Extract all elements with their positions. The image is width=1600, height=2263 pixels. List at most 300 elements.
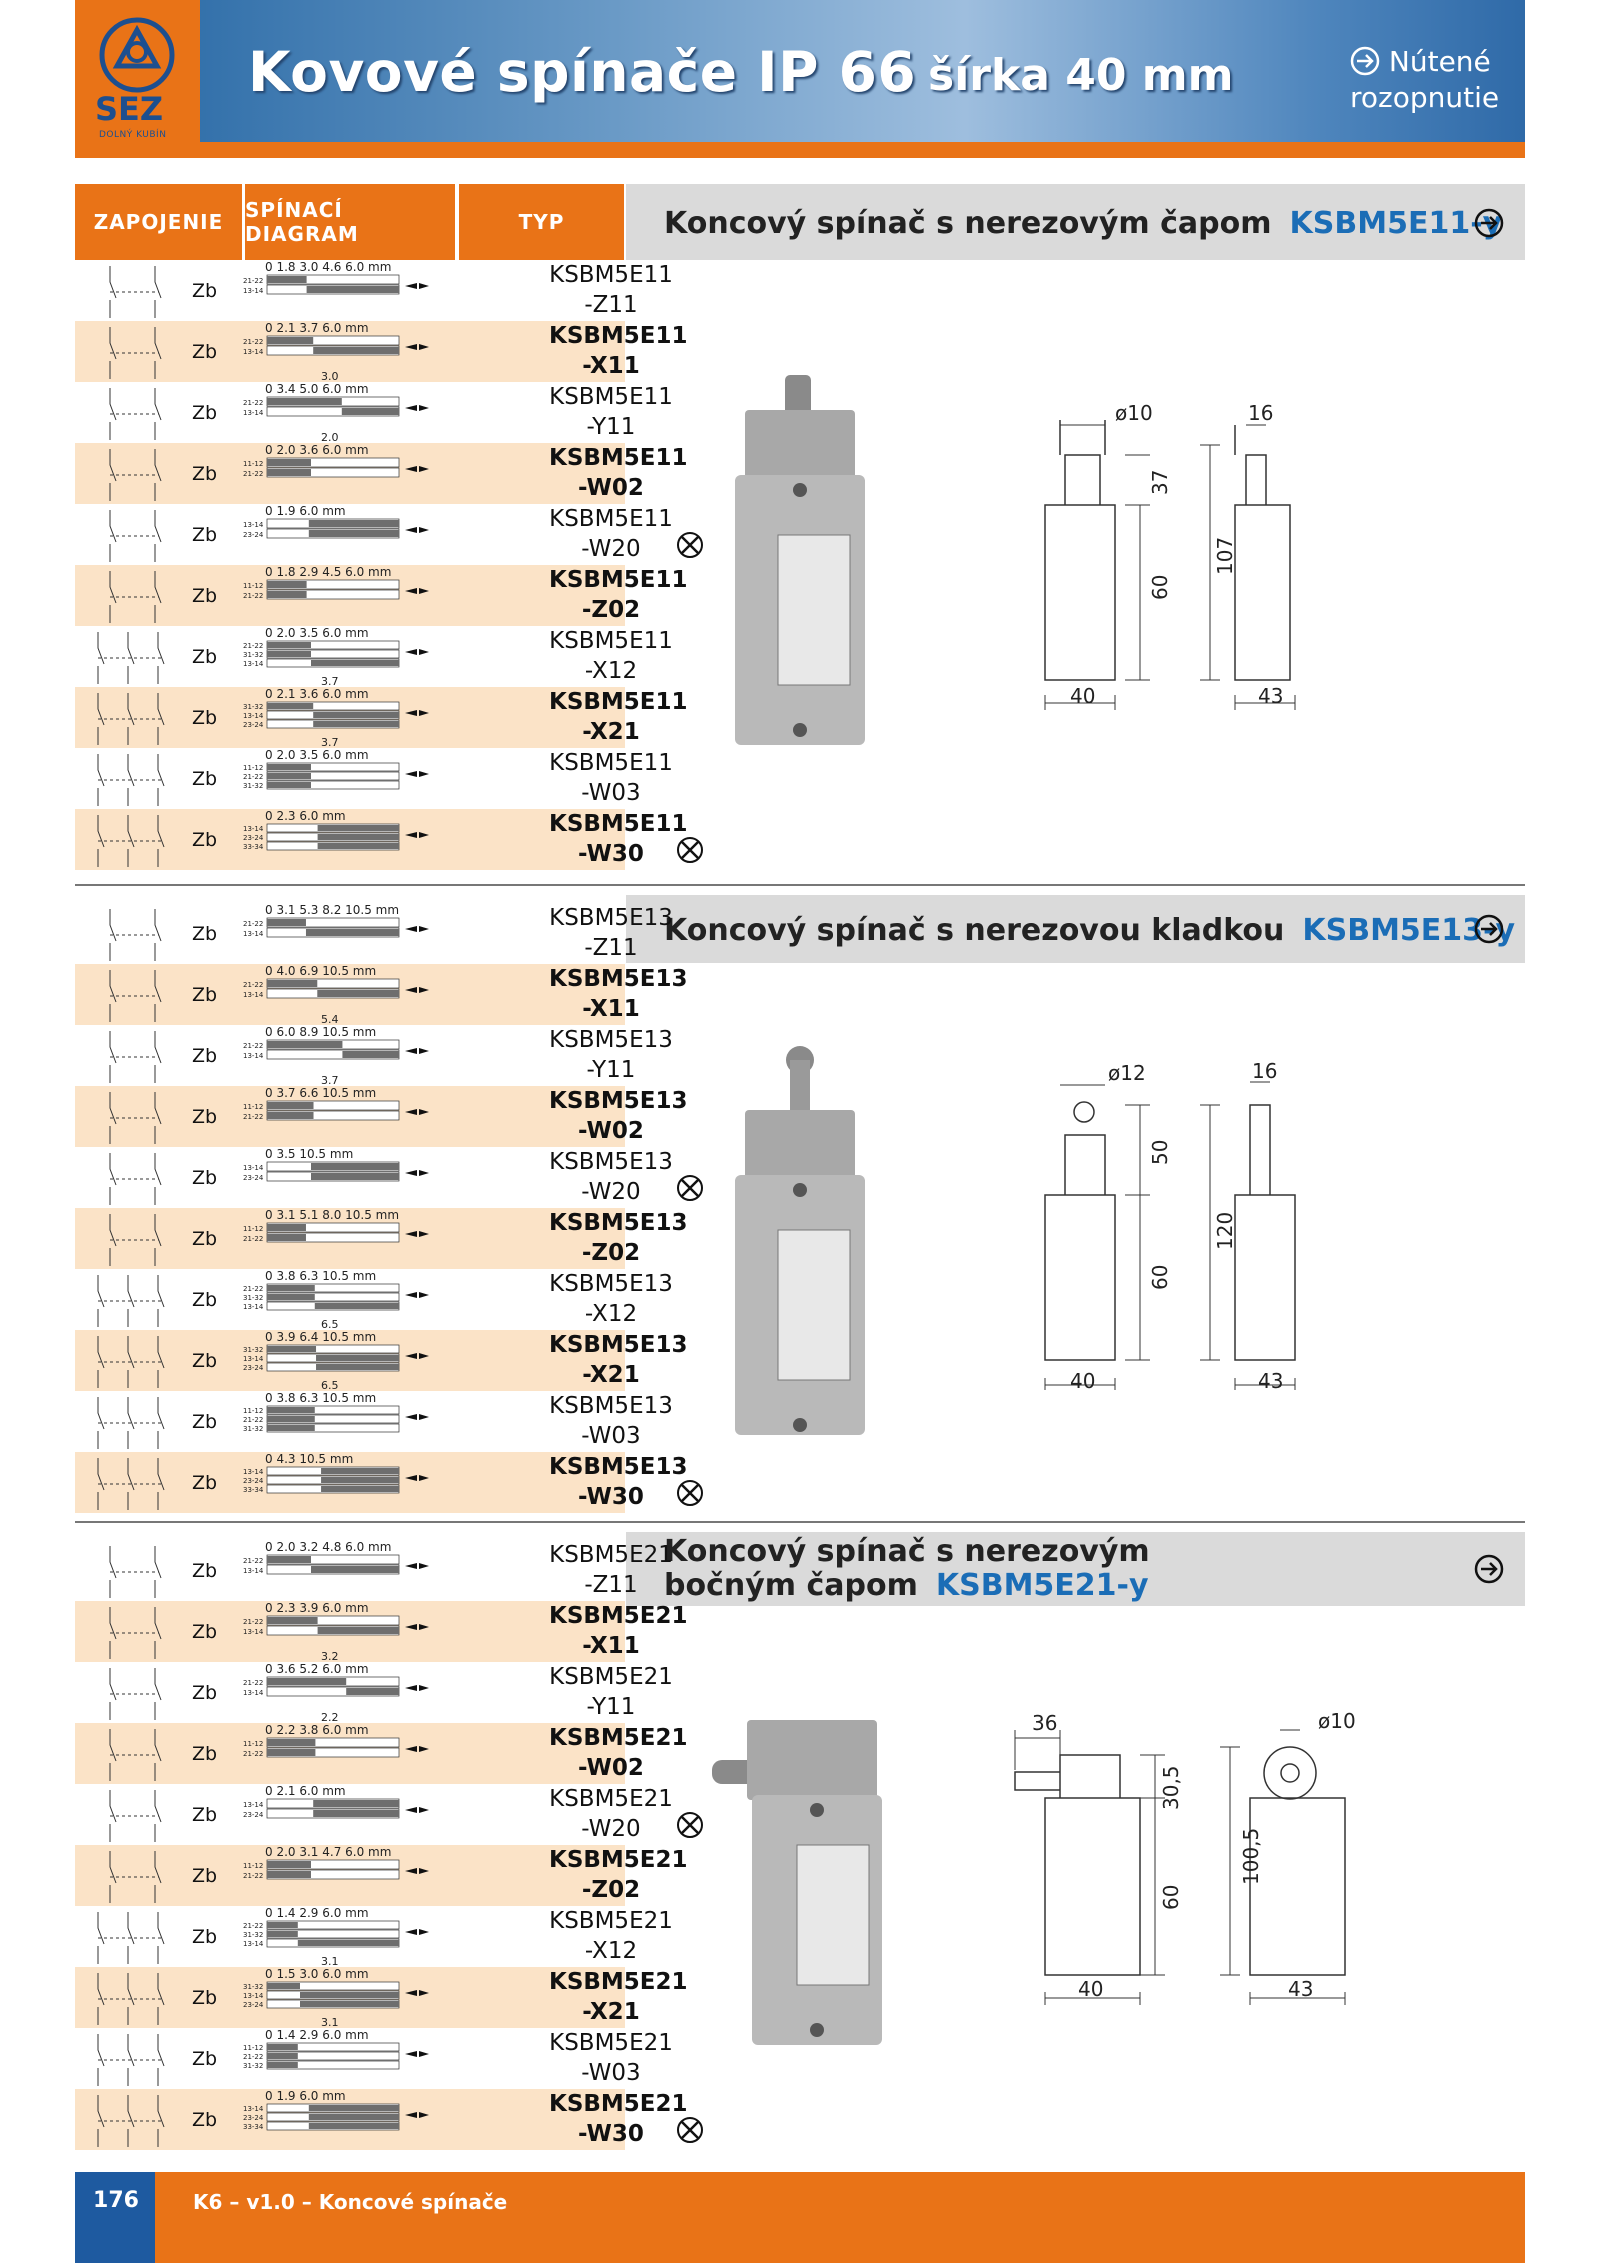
diagram-sub-value: 3.7: [321, 675, 339, 687]
table-row: [75, 1967, 688, 2028]
table-row: [75, 626, 673, 687]
forced-opening-icon: [1350, 46, 1380, 76]
contact-label: 21-22: [243, 1113, 264, 1121]
type-code-line1: KSBM5E11: [549, 506, 673, 532]
diagram-ticks: 0 2.1 3.6 6.0 mm: [265, 687, 369, 701]
diagram-ticks: 0 1.5 3.0 6.0 mm: [265, 1967, 369, 1981]
switching-diagram: [243, 687, 443, 748]
type-code-line1: KSBM5E21: [549, 1847, 688, 1873]
footer-page-box: [75, 2172, 155, 2263]
contact-label: 23-24: [243, 531, 264, 539]
zb-label: Zb: [192, 524, 218, 546]
type-code: [549, 626, 673, 686]
contact-label: 11-12: [243, 764, 264, 772]
diagram-sub-value: 3.0: [321, 370, 339, 382]
table-row: [75, 260, 673, 321]
dimension-label: 60: [1159, 1884, 1183, 1910]
type-code-line2: -Z02: [581, 1877, 641, 1903]
zb-label: Zb: [192, 923, 218, 945]
section-title: Koncový spínač s nerezovou kladkou: [664, 913, 1285, 948]
zb-label: Zb: [192, 341, 218, 363]
contact-label: 31-32: [243, 1931, 264, 1939]
table-row: [75, 687, 688, 748]
contact-label: 21-22: [243, 1922, 264, 1930]
type-code-line2: -X21: [582, 719, 640, 745]
direction-arrow-icon: [405, 1746, 429, 1752]
zb-label: Zb: [192, 1411, 218, 1433]
column-header-wiring: ZAPOJENIE: [75, 184, 242, 260]
type-code-line1: KSBM5E13: [549, 1454, 688, 1480]
zb-label: Zb: [192, 1106, 218, 1128]
zb-label: Zb: [192, 646, 218, 668]
wiring-diagram-icon: [80, 2028, 190, 2089]
contact-label: 31-32: [243, 1983, 264, 1991]
section-title: Koncový spínač s nerezovým: [664, 1534, 1150, 1569]
switch-photo-image: [730, 1040, 870, 1440]
type-code: [549, 2028, 673, 2088]
direction-arrow-icon: [405, 1170, 429, 1176]
wiring-diagram-icon: [80, 2089, 190, 2150]
table-row: [75, 1086, 688, 1147]
direction-arrow-icon: [405, 1807, 429, 1813]
dimension-drawing-3: [1000, 1710, 1400, 2040]
dimension-label: 43: [1288, 1977, 1314, 2001]
type-code: [549, 1208, 688, 1268]
contact-label: 13-14: [243, 409, 264, 417]
direction-arrow-icon: [405, 405, 429, 411]
contact-label: 31-32: [243, 651, 264, 659]
type-code-line1: KSBM5E13: [549, 966, 688, 992]
zb-label: Zb: [192, 1472, 218, 1494]
contact-label: 13-14: [243, 1801, 264, 1809]
contact-label: 21-22: [243, 1872, 264, 1880]
contact-label: 13-14: [243, 1468, 264, 1476]
contact-label: 13-14: [243, 2105, 264, 2113]
type-code-line1: KSBM5E21: [549, 1603, 688, 1629]
wiring-diagram-icon: [80, 1723, 190, 1784]
switching-diagram: [243, 1086, 443, 1147]
type-code-line2: -X12: [584, 658, 638, 684]
switching-diagram: [243, 1269, 443, 1330]
contact-label: 23-24: [243, 1364, 264, 1372]
section-title: Koncový spínač s nerezovým čapom: [664, 206, 1272, 241]
contact-label: 21-22: [243, 470, 264, 478]
zb-label: Zb: [192, 1045, 218, 1067]
contact-label: 23-24: [243, 721, 264, 729]
type-code: [549, 1025, 673, 1085]
diagram-ticks: 0 1.9 6.0 mm: [265, 504, 346, 518]
forced-opening-icon: [1474, 914, 1504, 944]
diagram-ticks: 0 2.0 3.5 6.0 mm: [265, 748, 369, 762]
wiring-diagram-icon: [80, 260, 190, 321]
wiring-diagram-icon: [80, 1452, 190, 1513]
table-row: [75, 1208, 688, 1269]
table-row: [75, 1845, 688, 1906]
diagram-sub-value: 3.7: [321, 736, 339, 748]
diagram-ticks: 0 3.8 6.3 10.5 mm: [265, 1391, 377, 1405]
type-code: [549, 1784, 673, 1844]
switching-diagram: [243, 382, 443, 443]
product-photo-ksbm5e13: [730, 1040, 870, 1444]
contact-label: 11-12: [243, 460, 264, 468]
switching-diagram: [243, 1391, 443, 1452]
type-code-line1: KSBM5E21: [549, 1908, 673, 1934]
type-code: [549, 260, 673, 320]
note-line1: Nútené: [1388, 45, 1491, 78]
wiring-diagram-icon: [80, 903, 190, 964]
switching-diagram: [243, 1330, 443, 1391]
section-header-2: [626, 895, 1525, 963]
type-code: [549, 1601, 688, 1661]
contact-label: 11-12: [243, 1407, 264, 1415]
wiring-diagram-icon: [80, 504, 190, 565]
zb-label: Zb: [192, 1987, 218, 2009]
contact-label: 11-12: [243, 1225, 264, 1233]
wiring-diagram-icon: [80, 1391, 190, 1452]
section-header-1: [626, 184, 1525, 260]
switch-photo-image: [730, 375, 870, 755]
diagram-ticks: 0 2.0 3.1 4.7 6.0 mm: [265, 1845, 392, 1859]
direction-arrow-icon: [405, 1353, 429, 1359]
dimension-label: 100,5: [1239, 1827, 1263, 1885]
switching-diagram: [243, 1845, 443, 1906]
forced-opening-mark-icon: [675, 530, 705, 560]
diagram-ticks: 0 3.7 6.6 10.5 mm: [265, 1086, 377, 1100]
diagram-ticks: 0 2.0 3.6 6.0 mm: [265, 443, 369, 457]
direction-arrow-icon: [405, 1109, 429, 1115]
type-code: [549, 2089, 688, 2149]
wiring-diagram-icon: [80, 382, 190, 443]
diagram-ticks: 0 2.3 3.9 6.0 mm: [265, 1601, 369, 1615]
contact-label: 31-32: [243, 2062, 264, 2070]
dimension-label: 50: [1148, 1139, 1172, 1165]
contact-label: 13-14: [243, 1689, 264, 1697]
dimension-label: 16: [1248, 401, 1274, 425]
switching-diagram: [243, 260, 443, 321]
type-code: [549, 504, 673, 564]
contact-label: 13-14: [243, 1052, 264, 1060]
type-code-line2: -Y11: [586, 414, 636, 440]
wiring-diagram-icon: [80, 1269, 190, 1330]
direction-arrow-icon: [405, 1048, 429, 1054]
table-row: [75, 1784, 673, 1845]
section-header-3: [626, 1532, 1525, 1606]
diagram-ticks: 0 3.6 5.2 6.0 mm: [265, 1662, 369, 1676]
contact-label: 31-32: [243, 1294, 264, 1302]
type-code-line1: KSBM5E11: [549, 689, 688, 715]
switching-diagram: [243, 1967, 443, 2028]
type-code-line1: KSBM5E13: [549, 1149, 673, 1175]
type-code: [549, 964, 688, 1024]
type-code-line2: -X11: [582, 353, 640, 379]
contact-label: 21-22: [243, 399, 264, 407]
diagram-sub-value: 3.1: [321, 2016, 339, 2028]
contact-label: 13-14: [243, 1567, 264, 1575]
direction-arrow-icon: [405, 466, 429, 472]
diagram-ticks: 0 2.0 3.2 4.8 6.0 mm: [265, 1540, 392, 1554]
wiring-diagram-icon: [80, 1845, 190, 1906]
forced-opening-mark-icon: [675, 835, 705, 865]
contact-label: 13-14: [243, 1992, 264, 2000]
wiring-diagram-icon: [80, 1784, 190, 1845]
diagram-ticks: 0 2.1 3.7 6.0 mm: [265, 321, 369, 335]
dimension-label: 60: [1148, 1264, 1172, 1290]
type-code-line1: KSBM5E13: [549, 1332, 688, 1358]
contact-label: 13-14: [243, 825, 264, 833]
type-code-line2: -W30: [578, 2121, 644, 2147]
type-code-line1: KSBM5E11: [549, 750, 673, 776]
type-code-line1: KSBM5E21: [549, 1725, 688, 1751]
switching-diagram: [243, 626, 443, 687]
switching-diagram: [243, 1208, 443, 1269]
page-number: 176: [93, 2188, 139, 2213]
direction-arrow-icon: [405, 710, 429, 716]
type-code: [549, 1330, 688, 1390]
type-code-line1: KSBM5E11: [549, 567, 688, 593]
diagram-ticks: 0 3.4 5.0 6.0 mm: [265, 382, 369, 396]
wiring-diagram-icon: [80, 1540, 190, 1601]
contact-label: 21-22: [243, 773, 264, 781]
dimension-label: ø10: [1318, 1710, 1356, 1733]
contact-label: 21-22: [243, 1042, 264, 1050]
direction-arrow-icon: [405, 527, 429, 533]
contact-label: 33-34: [243, 2123, 264, 2131]
forced-opening-mark-icon: [675, 2115, 705, 2145]
table-row: [75, 1601, 688, 1662]
table-row: [75, 1452, 688, 1513]
product-photo-ksbm5e21: [712, 1715, 902, 2059]
type-code: [549, 748, 673, 808]
contact-label: 21-22: [243, 338, 264, 346]
direction-arrow-icon: [405, 1685, 429, 1691]
contact-label: 21-22: [243, 920, 264, 928]
diagram-ticks: 0 2.3 6.0 mm: [265, 809, 346, 823]
forced-opening-icon: [1474, 1554, 1504, 1584]
page-title: Kovové spínače IP 66: [248, 40, 917, 104]
type-code: [549, 1845, 688, 1905]
contact-label: 13-14: [243, 1940, 264, 1948]
section-code: KSBM5E13-y: [1302, 913, 1516, 948]
type-code-line1: KSBM5E11: [549, 262, 673, 288]
section-separator: [75, 884, 1525, 886]
forced-opening-icon: [1474, 208, 1504, 238]
zb-label: Zb: [192, 1228, 218, 1250]
contact-label: 31-32: [243, 1346, 264, 1354]
contact-label: 13-14: [243, 1628, 264, 1636]
diagram-sub-value: 6.5: [321, 1318, 339, 1330]
contact-label: 21-22: [243, 1750, 264, 1758]
type-code: [549, 809, 688, 869]
switching-diagram: [243, 1662, 443, 1723]
diagram-sub-value: 3.7: [321, 1074, 339, 1086]
dimension-label: 40: [1070, 1369, 1096, 1393]
wiring-diagram-icon: [80, 1967, 190, 2028]
diagram-sub-value: 3.2: [321, 1650, 339, 1662]
type-code-line1: KSBM5E21: [549, 1542, 673, 1568]
contact-label: 23-24: [243, 1811, 264, 1819]
zb-label: Zb: [192, 2048, 218, 2070]
wiring-diagram-icon: [80, 1147, 190, 1208]
dimension-label: 43: [1258, 684, 1284, 708]
type-code-line2: -W20: [581, 1179, 641, 1205]
diagram-ticks: 0 3.1 5.1 8.0 10.5 mm: [265, 1208, 400, 1222]
switching-diagram: [243, 903, 443, 964]
type-code: [549, 1391, 673, 1451]
zb-label: Zb: [192, 1560, 218, 1582]
type-code: [549, 1723, 688, 1783]
switching-diagram: [243, 443, 443, 504]
diagram-sub-value: 6.5: [321, 1379, 339, 1391]
switching-diagram: [243, 964, 443, 1025]
wiring-diagram-icon: [80, 809, 190, 870]
contact-label: 21-22: [243, 1618, 264, 1626]
dimension-label: 120: [1213, 1211, 1237, 1250]
dimension-label: 16: [1252, 1060, 1278, 1083]
contact-label: 21-22: [243, 981, 264, 989]
direction-arrow-icon: [405, 987, 429, 993]
switching-diagram: [243, 1540, 443, 1601]
diagram-ticks: 0 3.9 6.4 10.5 mm: [265, 1330, 377, 1344]
wiring-diagram-icon: [80, 1086, 190, 1147]
product-photo-ksbm5e11: [730, 375, 870, 759]
type-code-line2: -W30: [578, 1484, 644, 1510]
contact-label: 31-32: [243, 782, 264, 790]
type-code: [549, 443, 688, 503]
type-code-line2: -Z11: [584, 935, 638, 961]
direction-arrow-icon: [405, 1563, 429, 1569]
diagram-ticks: 0 2.2 3.8 6.0 mm: [265, 1723, 369, 1737]
diagram-sub-value: 2.0: [321, 431, 339, 443]
zb-label: Zb: [192, 768, 218, 790]
type-code-line2: -Y11: [586, 1057, 636, 1083]
contact-label: 13-14: [243, 348, 264, 356]
contact-label: 21-22: [243, 1679, 264, 1687]
direction-arrow-icon: [405, 926, 429, 932]
type-code-line2: -X12: [584, 1938, 638, 1964]
table-row: [75, 504, 673, 565]
zb-label: Zb: [192, 1289, 218, 1311]
contact-label: 13-14: [243, 521, 264, 529]
direction-arrow-icon: [405, 283, 429, 289]
contact-label: 11-12: [243, 1740, 264, 1748]
forced-opening-note: [1350, 44, 1499, 116]
type-code-line1: KSBM5E11: [549, 384, 673, 410]
contact-label: 11-12: [243, 1862, 264, 1870]
type-code-line1: KSBM5E13: [549, 1088, 688, 1114]
diagram-ticks: 0 6.0 8.9 10.5 mm: [265, 1025, 377, 1039]
wiring-diagram-icon: [80, 748, 190, 809]
type-code-line2: -W20: [581, 536, 641, 562]
type-code-line1: KSBM5E11: [549, 811, 688, 837]
contact-label: 13-14: [243, 660, 264, 668]
type-code-line2: -Z02: [581, 597, 641, 623]
column-header-diagram: SPÍNACÍ DIAGRAM: [245, 184, 455, 260]
contact-label: 23-24: [243, 2114, 264, 2122]
zb-label: Zb: [192, 2109, 218, 2131]
section-code: KSBM5E11-y: [1289, 206, 1503, 241]
type-code-line1: KSBM5E21: [549, 1786, 673, 1812]
type-code: [549, 1269, 673, 1329]
logo-subtitle: DOLNÝ KUBÍN: [99, 130, 167, 140]
type-code-line2: -Y11: [586, 1694, 636, 1720]
type-code-line2: -W03: [581, 1423, 641, 1449]
zb-label: Zb: [192, 829, 218, 851]
contact-label: 11-12: [243, 2044, 264, 2052]
table-row: [75, 964, 688, 1025]
diagram-sub-value: 2.2: [321, 1711, 339, 1723]
dimension-label: ø10: [1115, 401, 1153, 425]
type-code: [549, 687, 688, 747]
direction-arrow-icon: [405, 2112, 429, 2118]
contact-label: 23-24: [243, 1477, 264, 1485]
diagram-ticks: 0 4.3 10.5 mm: [265, 1452, 354, 1466]
zb-label: Zb: [192, 463, 218, 485]
contact-label: 13-14: [243, 991, 264, 999]
zb-label: Zb: [192, 984, 218, 1006]
contact-label: 21-22: [243, 1557, 264, 1565]
dimension-label: 43: [1258, 1369, 1284, 1393]
type-code-line2: -X11: [582, 996, 640, 1022]
table-row: [75, 903, 673, 964]
type-code-line1: KSBM5E11: [549, 323, 688, 349]
switching-diagram: [243, 2028, 443, 2089]
dimension-label: 60: [1148, 574, 1172, 600]
section-separator: [75, 1521, 1525, 1523]
type-code-line1: KSBM5E13: [549, 1027, 673, 1053]
switching-diagram: [243, 748, 443, 809]
switch-photo-image: [712, 1715, 902, 2055]
type-code-line1: KSBM5E13: [549, 1271, 673, 1297]
contact-label: 31-32: [243, 1425, 264, 1433]
dimension-label: 40: [1078, 1977, 1104, 2001]
diagram-ticks: 0 1.4 2.9 6.0 mm: [265, 2028, 369, 2042]
diagram-sub-value: 3.1: [321, 1955, 339, 1967]
zb-label: Zb: [192, 1350, 218, 1372]
direction-arrow-icon: [405, 1475, 429, 1481]
section-code: KSBM5E21-y: [935, 1568, 1149, 1603]
contact-label: 21-22: [243, 592, 264, 600]
type-code-line2: -W02: [578, 1118, 644, 1144]
contact-label: 13-14: [243, 1355, 264, 1363]
wiring-diagram-icon: [80, 1025, 190, 1086]
wiring-diagram-icon: [80, 1208, 190, 1269]
dimension-label: 36: [1032, 1711, 1058, 1735]
zb-label: Zb: [192, 1865, 218, 1887]
contact-label: 23-24: [243, 834, 264, 842]
wiring-diagram-icon: [80, 1906, 190, 1967]
contact-label: 21-22: [243, 1416, 264, 1424]
type-code-line2: -Z11: [584, 1572, 638, 1598]
diagram-ticks: 0 2.0 3.5 6.0 mm: [265, 626, 369, 640]
note-line2: rozopnutie: [1350, 81, 1500, 114]
footer-bar: [75, 2172, 1525, 2263]
type-code-line2: -X21: [582, 1999, 640, 2025]
wiring-diagram-icon: [80, 321, 190, 382]
contact-label: 33-34: [243, 1486, 264, 1494]
table-row: [75, 809, 688, 870]
wiring-diagram-icon: [80, 687, 190, 748]
contact-label: 23-24: [243, 2001, 264, 2009]
contact-label: 21-22: [243, 642, 264, 650]
forced-opening-mark-icon: [675, 1478, 705, 1508]
zb-label: Zb: [192, 1804, 218, 1826]
table-row: [75, 1906, 673, 1967]
direction-arrow-icon: [405, 588, 429, 594]
header-orange-strip: [75, 142, 1525, 158]
dimension-label: 40: [1070, 684, 1096, 708]
direction-arrow-icon: [405, 832, 429, 838]
switching-diagram: [243, 1784, 443, 1845]
